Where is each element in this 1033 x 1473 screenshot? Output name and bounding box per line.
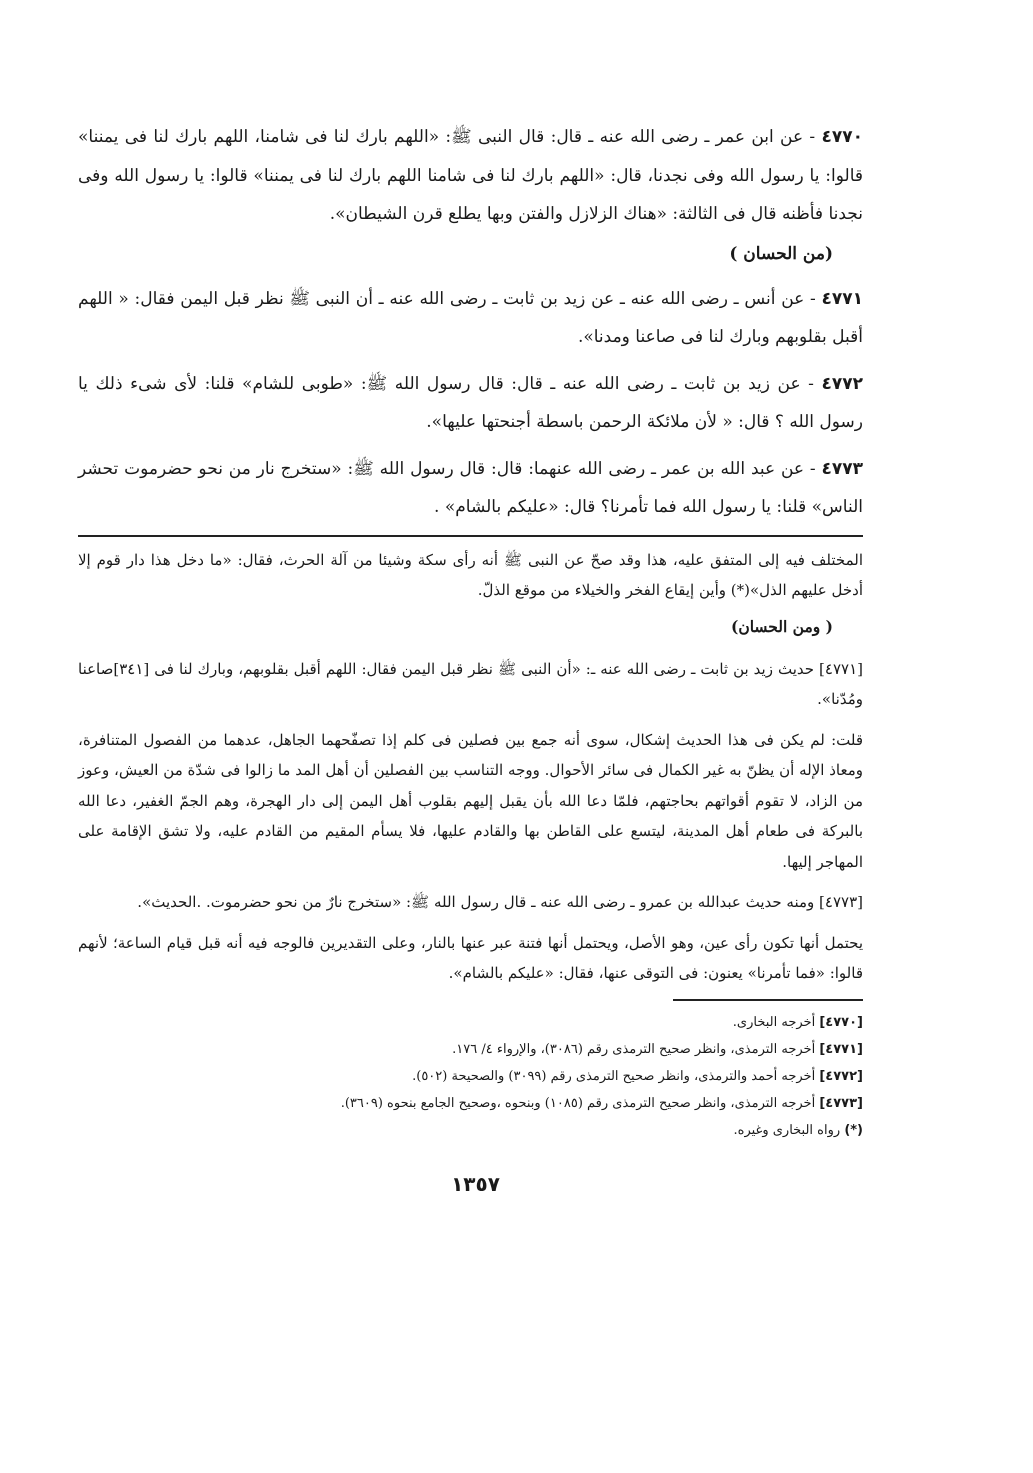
footnote (78, 1117, 863, 1144)
footnote-text: أخرجه البخارى. (732, 1014, 816, 1030)
footnote-ref: [٤٧٧٢] (819, 1068, 863, 1084)
hadith-text: - عن عبد الله بن عمر ـ رضى الله عنهما: قال: قال رسول الله ﷺ: «ستخرج نار من نحو حضرموت تحشر الناس» قلنا: يا رسول الله فما تأمرنا؟ قال: «عليكم بالشام» . (78, 458, 863, 517)
footnote-divider (673, 999, 863, 1001)
footnote (78, 1036, 863, 1063)
footnote (78, 1063, 863, 1090)
commentary-paragraph: [٤٧٧٣] ومنه حديث عبدالله بن عمرو ـ رضى الله عنه ـ قال رسول الله ﷺ: «ستخرج نارٌ من نحو حضرموت. .الحديث». (137, 893, 863, 911)
commentary-paragraph: المختلف فيه إلى المتفق عليه، هذا وقد صحّ عن النبى ﷺ أنه رأى سكة وشيئا من آلة الحرث، فقال: «ما دخل هذا دار قوم إلا أدخل عليهم الذل»(*) وأين إيقاع الفخر والخيلاء من موقع الذلّ. (78, 550, 863, 599)
footnote-text: أخرجه الترمذى، وانظر صحيح الترمذى رقم (١٠٨٥) وبنحوه ،وصحيح الجامع بنحوه (٣٦٠٩). (340, 1095, 816, 1111)
hadith-number: ٤٧٧٠ (821, 127, 863, 147)
hadith-text: - عن ابن عمر ـ رضى الله عنه ـ قال: قال النبى ﷺ: «اللهم بارك لنا فى شامنا، اللهم بارك لنا فى يمننا» قالوا: يا رسول الله وفى نجدنا، قال: «اللهم بارك لنا فى شامنا اللهم بارك لنا فى يمننا» قالوا: يا رسول الله وفى نجدنا فأظنه قال فى الثالثة: «هناك الزلازل والفتن وبها يطلع قرن الشيطان». (78, 127, 863, 224)
hadith-text: - عن أنس ـ رضى الله عنه ـ عن زيد بن ثابت ـ رضى الله عنه ـ أن النبى ﷺ نظر قبل اليمن فقال: « اللهم أقبل بقلوبهم وبارك لنا فى صاعنا ومدنا». (78, 288, 863, 347)
hadith-4770 (78, 118, 863, 234)
commentary-source-label: ( ومن الحسان) (730, 616, 833, 636)
footnote-ref: [٤٧٧١] (819, 1041, 863, 1057)
commentary-paragraph: [٤٧٧١] حديث زيد بن ثابت ـ رضى الله عنه ـ: «أن النبى ﷺ نظر قبل اليمن فقال: اللهم أقبل بقلوبهم، وبارك لنا فى [٣٤١]صاعنا ومُدّنا». (78, 659, 863, 708)
footnote-text: رواه البخارى وغيره. (733, 1122, 841, 1138)
footnote-text: أخرجه الترمذى، وانظر صحيح الترمذى رقم (٣٠٨٦)، والإرواء ٤/ ١٧٦. (452, 1041, 816, 1057)
page-number: ١٣٥٧ (451, 1171, 500, 1196)
footnote-ref: [٤٧٧٣] (819, 1095, 863, 1111)
commentary-paragraph: يحتمل أنها تكون رأى عين، وهو الأصل، ويحتمل أنها فتنة عبر عنها بالنار، وعلى التقديرين فالوجه فيه أنه قبل قيام الساعة؛ لأنهم قالوا: «فما تأمرنا» يعنون: فى التوقى عنها، فقال: «عليكم بالشام». (78, 933, 863, 982)
footnote-text: أخرجه أحمد والترمذى، وانظر صحيح الترمذى رقم (٣٠٩٩) والصحيحة (٥٠٢). (412, 1068, 816, 1084)
commentary-paragraph: قلت: لم يكن فى هذا الحديث إشكال، سوى أنه جمع بين فصلين فى كلم إذا تصفّحهما الجاهل، عدهما من الفصول المتنافرة، ومعاذ الإله أن يظنّ به غير الكمال فى سائر الأحوال. ووجه التناسب بين الفصلين أن أهل المد ما زالوا فى شدّة من العيش، وعوز من الزاد، لا تقوم أقواتهم بحاجتهم، فلمّا دعا الله بأن يقبل إليهم بقلوب أهل اليمن إلى دار الهجرة، وهم الجمّ الغفير، دعا الله بالبركة فى طعام أهل المدينة، ليتسع على القاطن بها والقادم عليها، فلا يسأم المقيم من القادم عليه، ولا تشق الإقامة على المهاجر إليها. (78, 730, 863, 871)
hadith-source-label: (من الحسان ) (729, 243, 833, 264)
footnote-ref: (*) (844, 1122, 863, 1138)
footnote (78, 1090, 863, 1117)
section-divider (78, 535, 863, 537)
hadith-number: ٤٧٧١ (821, 288, 863, 309)
hadith-4773 (78, 450, 863, 527)
hadith-4772 (78, 365, 863, 442)
footnote-ref: [٤٧٧٠] (819, 1014, 863, 1030)
footnote (78, 1009, 863, 1036)
hadith-number: ٤٧٧٢ (821, 373, 863, 394)
hadith-4771 (78, 280, 863, 357)
hadith-number: ٤٧٧٣ (821, 458, 864, 479)
hadith-text: - عن زيد بن ثابت ـ رضى الله عنه ـ قال: قال رسول الله ﷺ: «طوبى للشام» قلنا: لأى شىء ذلك يا رسول الله ؟ قال: « لأن ملائكة الرحمن باسطة أجنحتها عليها». (78, 373, 863, 432)
